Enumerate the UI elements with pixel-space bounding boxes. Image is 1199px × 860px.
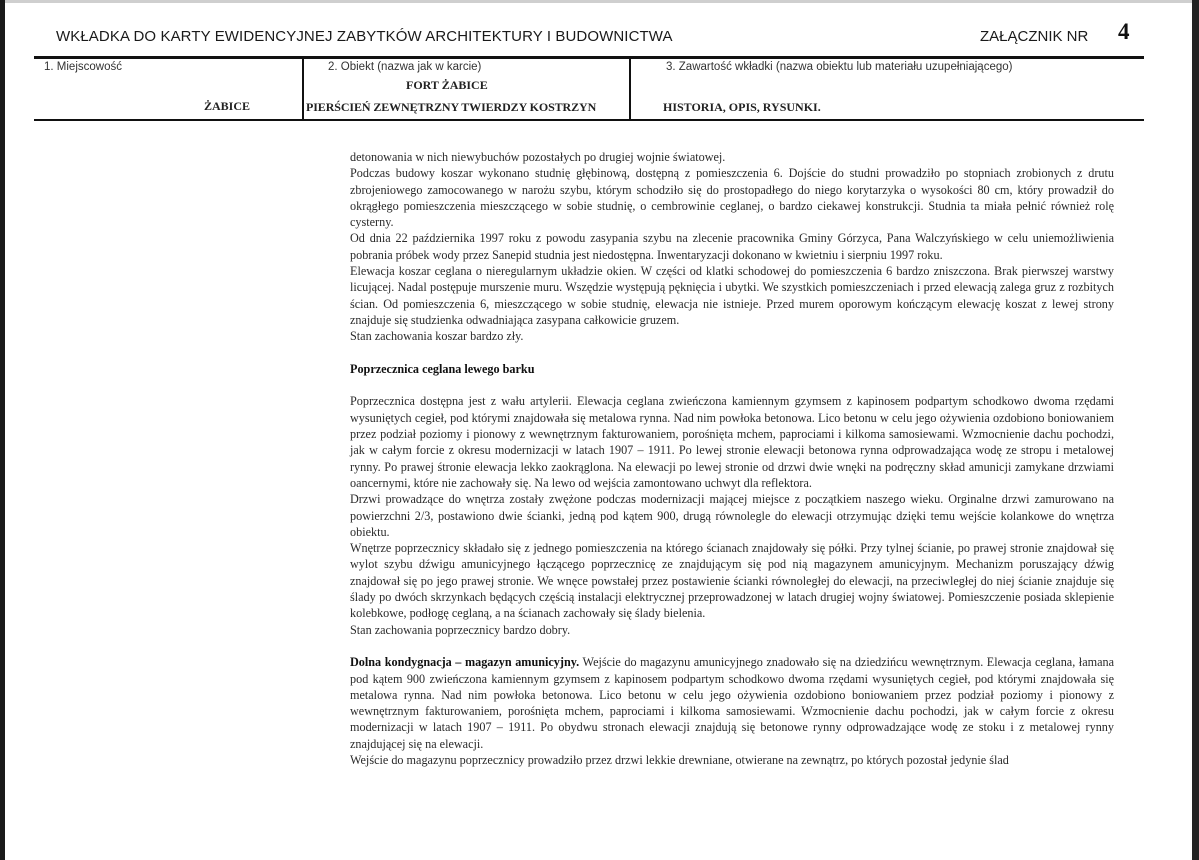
header-divider-2 (629, 58, 631, 120)
document-body (350, 149, 1114, 768)
content-value: HISTORIA, OPIS, RYSUNKI. (663, 100, 821, 114)
paragraph: Stan zachowania poprzecznicy bardzo dobry. (350, 622, 571, 637)
paragraph (350, 654, 1114, 752)
appendix-label: ZAŁĄCZNIK NR (980, 28, 1089, 45)
paragraph: Poprzecznica dostępna jest z wału artylerii. Elewacja ceglana zwieńczona kamiennym gzymsem z kapinosem podpartym schodkowo dwoma rzędami wysuniętych cegieł, pod którymi znajdowała się metalowa rynna. Nad nim powłoka betonowa. Lico betonu w celu jego ożywienia ozdobiono boniowaniem przez podział poziomy i pionowy z wewnętrznym fakturowaniem, porośnięta mchem, paprociami i kilkoma samosiewami. Wzmocnienie dachu pochodzi, jak w całym forcie z okresu modernizacji w latach 1907 – 1911. Po lewej stronie elewacji betonowa rynna odprowadzająca wodę ze stropu i metalowej rynny. Po prawej śtronie elewacja lekko zaokrąglona. Na elewacji po lewej stronie od drzwi dwie wnęki na podręczny skład amunicji zamykane drzwiami oancernymi, które nie zachowały się. Na lewo od wejścia zamontowano uchwyt dla reflektora. (350, 394, 1114, 490)
paragraph: Stan zachowania koszar bardzo zły. (350, 329, 524, 344)
appendix-number: 4 (1118, 19, 1130, 44)
object-value-1: FORT ŻABICE (406, 78, 488, 92)
paragraph: Od dnia 22 października 1997 roku z powodu zasypania szybu na zlecenie pracownika Gminy Górzyca, Pana Walczyńskiego w celu uniemożliwienia pobrania próbek wody przez Sanepid studnia jest niedostępna. Inwentaryzacji dokonano w kwietniu i sierpniu 1997 roku. (350, 231, 1114, 262)
header-rule-bottom (34, 119, 1144, 121)
section-heading-inline: Dolna kondygnacja – magazyn amunicyjny. (350, 655, 580, 670)
place-label: 1. Miejscowość (44, 61, 122, 73)
paragraph: Wnętrze poprzecznicy składało się z jednego pomieszczenia na którego ścianach znajdowały się półki. Przy tylnej ścianie, po prawej stronie znajdował się wylot szybu dźwigu amunicyjnego łączącego poprzecznicę ze znajdującym się pod nią magazynem amunicyjnym. Mechanizm poruszający dźwig znajdował się po jego prawej stronie. We wnęce powstałej przez postawienie ścianki równoległej do elewacji, na przeciwległej do niej ścianie znajduje się ślady po dwóch skrzynkach będących częścią instalacji elektrycznej przeprowadzonej w latach drugiej wojny światowej. Pomieszczenie posiada sklepienie kolebkowe, podłogę ceglaną, a na ścianach zachowały się ślady bielenia. (350, 541, 1114, 621)
object-label: 2. Obiekt (nazwa jak w karcie) (328, 61, 482, 73)
scan-edge-top (0, 0, 1199, 3)
paragraph-text: Wejście do magazynu amunicyjnego znadowało się na dziedzińcu wewnętrznym. Elewacja ceglana, łamana pod kątem 900 zwieńczona kamiennym gzymsem z kapinosem podpartym schodkowo dwoma rzędami wysuniętych cegieł, pod którymi znajdowała się metalowa rynna. Nad nim powłoka betonowa. Lico betonu w celu jego ożywienia ozdobiono boniowaniem przez podział poziomy i pionowy z wewnętrznym fakturowaniem, porośnięta mchem, paprociami i kilkoma samosiewami. Wzmocnienie dachu pochodzi, jak w całym forcie z okresu modernizacji w latach 1907 – 1911. Po obydwu stronach elewacji znajdują się betonowe rynny odprowadzające wodę ze stoku i z metalowej rynny znajdującej się na elewacji. (350, 655, 1114, 751)
scan-edge-left (0, 0, 5, 860)
paragraph: Podczas budowy koszar wykonano studnię głębinową, dostępną z pomieszczenia 6. Dojście do studni prowadziło po stopniach zrobionych z drutu zbrojeniowego zamocowanego w narożu szybu, którym schodziło się do prostopadłego do niego korytarzyka o wysokości 80 cm, który prowadził do okrągłego pomieszczenia mieszczącego w sobie studnię, o cembrowinie ceglanej, o bardzo ciekawej konstrukcji. Studnia ta miała pełnić również rolę cysterny. (350, 166, 1114, 230)
form-title: WKŁADKA DO KARTY EWIDENCYJNEJ ZABYTKÓW ARCHITEKTURY I BUDOWNICTWA (56, 28, 673, 45)
paragraph: Wejście do magazynu poprzecznicy prowadziło przez drzwi lekkie drewniane, otwierane na zewnątrz, po których pozostał jedynie ślad (350, 752, 1009, 767)
header-rule-top (34, 56, 1144, 59)
content-label: 3. Zawartość wkładki (nazwa obiektu lub materiału uzupełniającego) (666, 61, 1013, 73)
header-divider-1 (302, 58, 304, 120)
paragraph: Drzwi prowadzące do wnętrza zostały zwężone podczas modernizacji mającej miejsce z początkiem naszego wieku. Orginalne drzwi zamurowano na powierzchni 2/3, postawiono dwie ścianki, jedną pod kątem 900, drugą równolegle do elewacji otrzymując dzięki temu wejście kolankowe do wnętrza obiektu. (350, 492, 1114, 539)
section-heading: Poprzecznica ceglana lewego barku (350, 361, 535, 376)
paragraph: Elewacja koszar ceglana o nieregularnym układzie okien. W części od klatki schodowej do pomieszczenia 6 bardzo zniszczona. Brak pierwszej warstwy licującej. Nadal postępuje murszenie muru. Wszędzie występują pęknięcia i ubytki. We szystkich pomieszczeniach i przed elewacją zalega gruz z rozbitych ścian. Od pomieszczenia 6, mieszczącego w sobie studnię, elewacja nie istnieje. Przed murem oporowym kończącym elewację koszat z lewej strony znajduje się studzienka odwadniająca zasypana całkowicie gruzem. (350, 264, 1114, 327)
object-value-2: PIERŚCIEŃ ZEWNĘTRZNY TWIERDZY KOSTRZYN (306, 100, 597, 114)
paragraph: detonowania w nich niewybuchów pozostałych po drugiej wojnie światowej. (350, 150, 726, 164)
place-value: ŻABICE (204, 99, 251, 113)
scan-edge-right (1192, 0, 1199, 860)
